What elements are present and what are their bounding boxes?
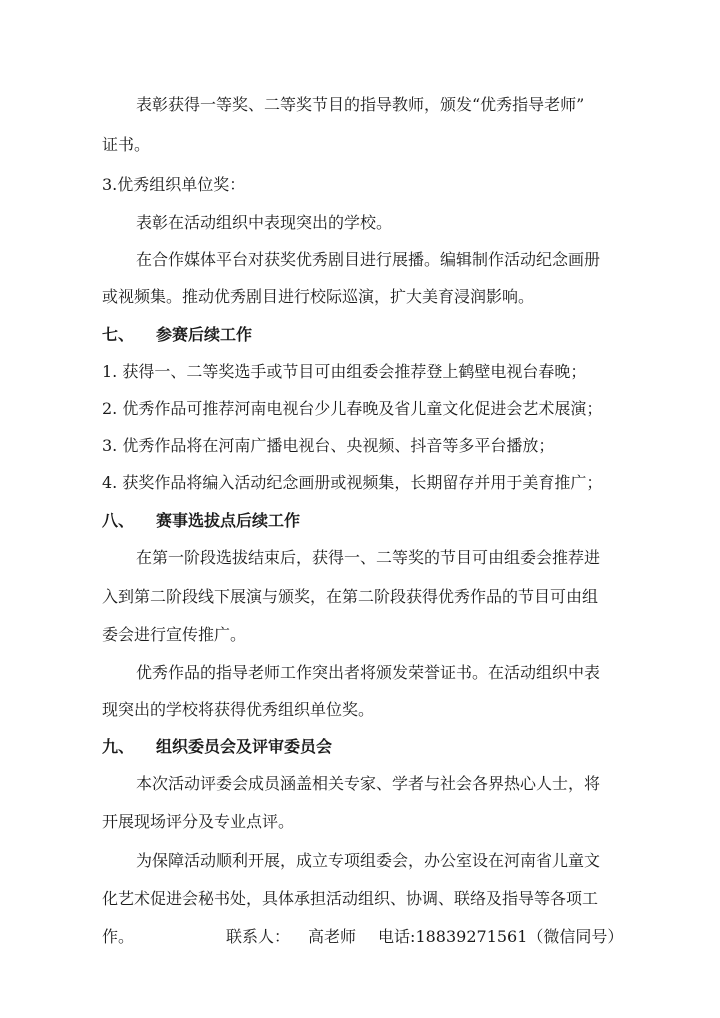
list-item: 1. 获得一、二等奖选手或节目可由组委会推荐登上鹤壁电视台春晚； (102, 362, 587, 381)
paragraph-line: 本次活动评委会成员涵盖相关专家、学者与社会各界热心人士，将 (136, 774, 601, 793)
list-item: 2. 优秀作品可推荐河南电视台少儿春晚及省儿童文化促进会艺术展演； (102, 399, 603, 418)
paragraph-line: 优秀作品的指导老师工作突出者将颁发荣誉证书。在活动组织中表 (136, 663, 601, 682)
section-heading-7 (102, 324, 252, 346)
heading-number: 七、 (102, 325, 135, 344)
paragraph-line: 证书。 (102, 135, 151, 154)
paragraph-line-with-contact (102, 926, 623, 948)
contact-label: 联系人： (226, 927, 291, 946)
heading-title: 赛事选拔点后续工作 (156, 511, 301, 530)
list-item: 3. 优秀作品将在河南广播电视台、央视频、抖音等多平台播放； (102, 436, 555, 455)
contact-name: 高老师 (308, 927, 357, 946)
heading-title: 参赛后续工作 (156, 325, 253, 344)
paragraph-line: 化艺术促进会秘书处，具体承担活动组织、协调、联络及指导等各项工 (102, 889, 599, 908)
paragraph-line: 在第一阶段选拔结束后，获得一、二等奖的节目可由组委会推荐进 (136, 548, 601, 567)
contact-info (134, 927, 623, 946)
heading-title: 组织委员会及评审委员会 (156, 737, 333, 756)
paragraph-line: 表彰在活动组织中表现突出的学校。 (136, 213, 393, 232)
paragraph-line: 入到第二阶段线下展演与颁奖，在第二阶段获得优秀作品的节目可由组 (102, 587, 599, 606)
list-item: 4. 获奖作品将编入活动纪念画册或视频集，长期留存并用于美育推广； (102, 473, 603, 492)
paragraph-line: 表彰获得一等奖、二等奖节目的指导教师，颁发“优秀指导老师” (136, 95, 585, 114)
heading-number: 九、 (102, 737, 135, 756)
paragraph-line: 委会进行宣传推广。 (102, 625, 247, 644)
paragraph-line: 开展现场评分及专业点评。 (102, 812, 295, 831)
paragraph-line: 为保障活动顺利开展，成立专项组委会，办公室设在河南省儿童文 (136, 851, 601, 870)
paragraph-line: 作。 (102, 927, 135, 946)
section-subtitle: 3.优秀组织单位奖： (102, 175, 246, 194)
paragraph-line: 或视频集。推动优秀剧目进行校际巡演，扩大美育浸润影响。 (102, 287, 535, 306)
paragraph-line: 在合作媒体平台对获奖优秀剧目进行展播。编辑制作活动纪念画册 (136, 250, 601, 269)
contact-phone: 电话:18839271561（微信同号） (378, 927, 624, 946)
paragraph-line: 现突出的学校将获得优秀组织单位奖。 (102, 700, 375, 719)
heading-number: 八、 (102, 511, 135, 530)
section-heading-9 (102, 736, 332, 758)
section-heading-8 (102, 510, 300, 532)
